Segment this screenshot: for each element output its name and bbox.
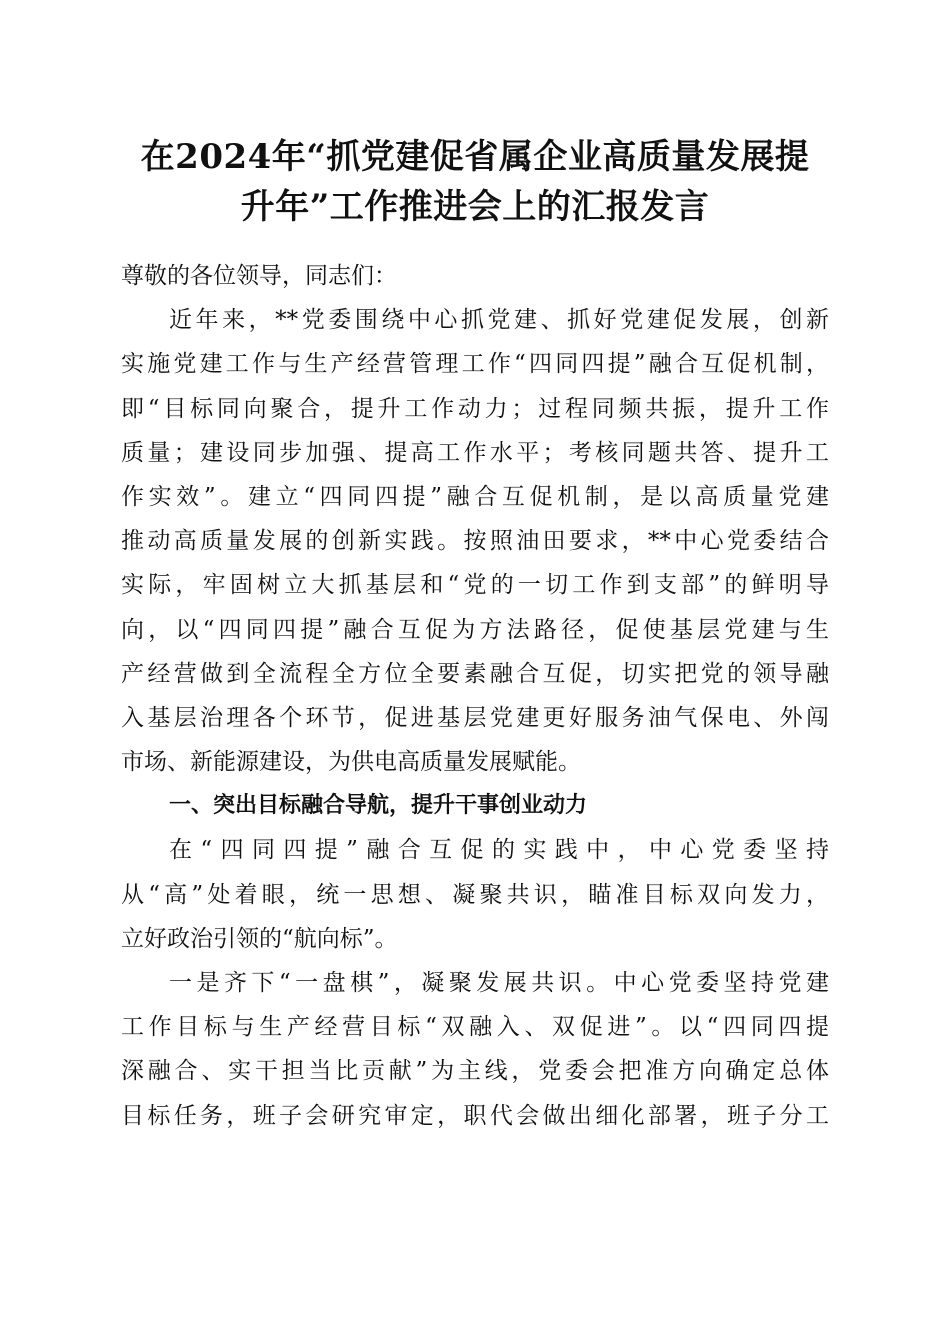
paragraph-line: 作实效”。建立“四同四提”融合互促机制，是以高质量党建 [121, 483, 829, 510]
paragraph-line: 推动高质量发展的创新实践。按照油田要求，**中心党委结合 [121, 528, 829, 555]
title-line: 在2024年“抓党建促省属企业高质量发展提 [140, 137, 810, 177]
salutation: 尊敬的各位领导，同志们： [121, 263, 397, 289]
paragraph-line: 即“目标同向聚合，提升工作动力；过程同频共振，提升工作 [121, 395, 829, 422]
paragraph-line: 从“高”处着眼，统一思想、凝聚共识，瞄准目标双向发力， [121, 881, 829, 908]
paragraph-line: 市场、新能源建设，为供电高质量发展赋能。 [121, 749, 581, 776]
paragraph-line: 向，以“四同四提”融合互促为方法路径，促使基层党建与生 [121, 616, 829, 643]
paragraph-line: 近年来，**党委围绕中心抓党建、抓好党建促发展，创新 [169, 307, 829, 334]
paragraph-line: 立好政治引领的“航向标”。 [121, 925, 398, 952]
document-title [100, 132, 850, 232]
title-line: 升年”工作推进会上的汇报发言 [240, 187, 710, 227]
paragraph-line: 实施党建工作与生产经营管理工作“四同四提”融合互促机制， [121, 351, 829, 378]
paragraph-line: 在“四同四提”融合互促的实践中，中心党委坚持 [169, 837, 829, 864]
paragraph-line: 质量；建设同步加强、提高工作水平；考核同题共答、提升工 [121, 439, 829, 466]
paragraph-line: 入基层治理各个环节，促进基层党建更好服务油气保电、外闯 [121, 704, 829, 731]
paragraph-line: 工作目标与生产经营目标“双融入、双促进”。以“四同四提 [121, 1014, 829, 1041]
paragraph-line: 产经营做到全流程全方位全要素融合互促，切实把党的领导融 [121, 660, 829, 687]
section-heading: 一、突出目标融合导航，提升干事创业动力 [169, 793, 588, 819]
paragraph-line: 一是齐下“一盘棋”，凝聚发展共识。中心党委坚持党建 [169, 970, 829, 996]
paragraph-line: 实际，牢固树立大抓基层和“党的一切工作到支部”的鲜明导 [121, 572, 829, 599]
paragraph-line: 深融合、实干担当比贡献”为主线，党委会把准方向确定总体 [121, 1058, 829, 1085]
document-body [121, 254, 829, 1138]
paragraph-line: 目标任务，班子会研究审定，职代会做出细化部署，班子分工 [121, 1102, 829, 1129]
